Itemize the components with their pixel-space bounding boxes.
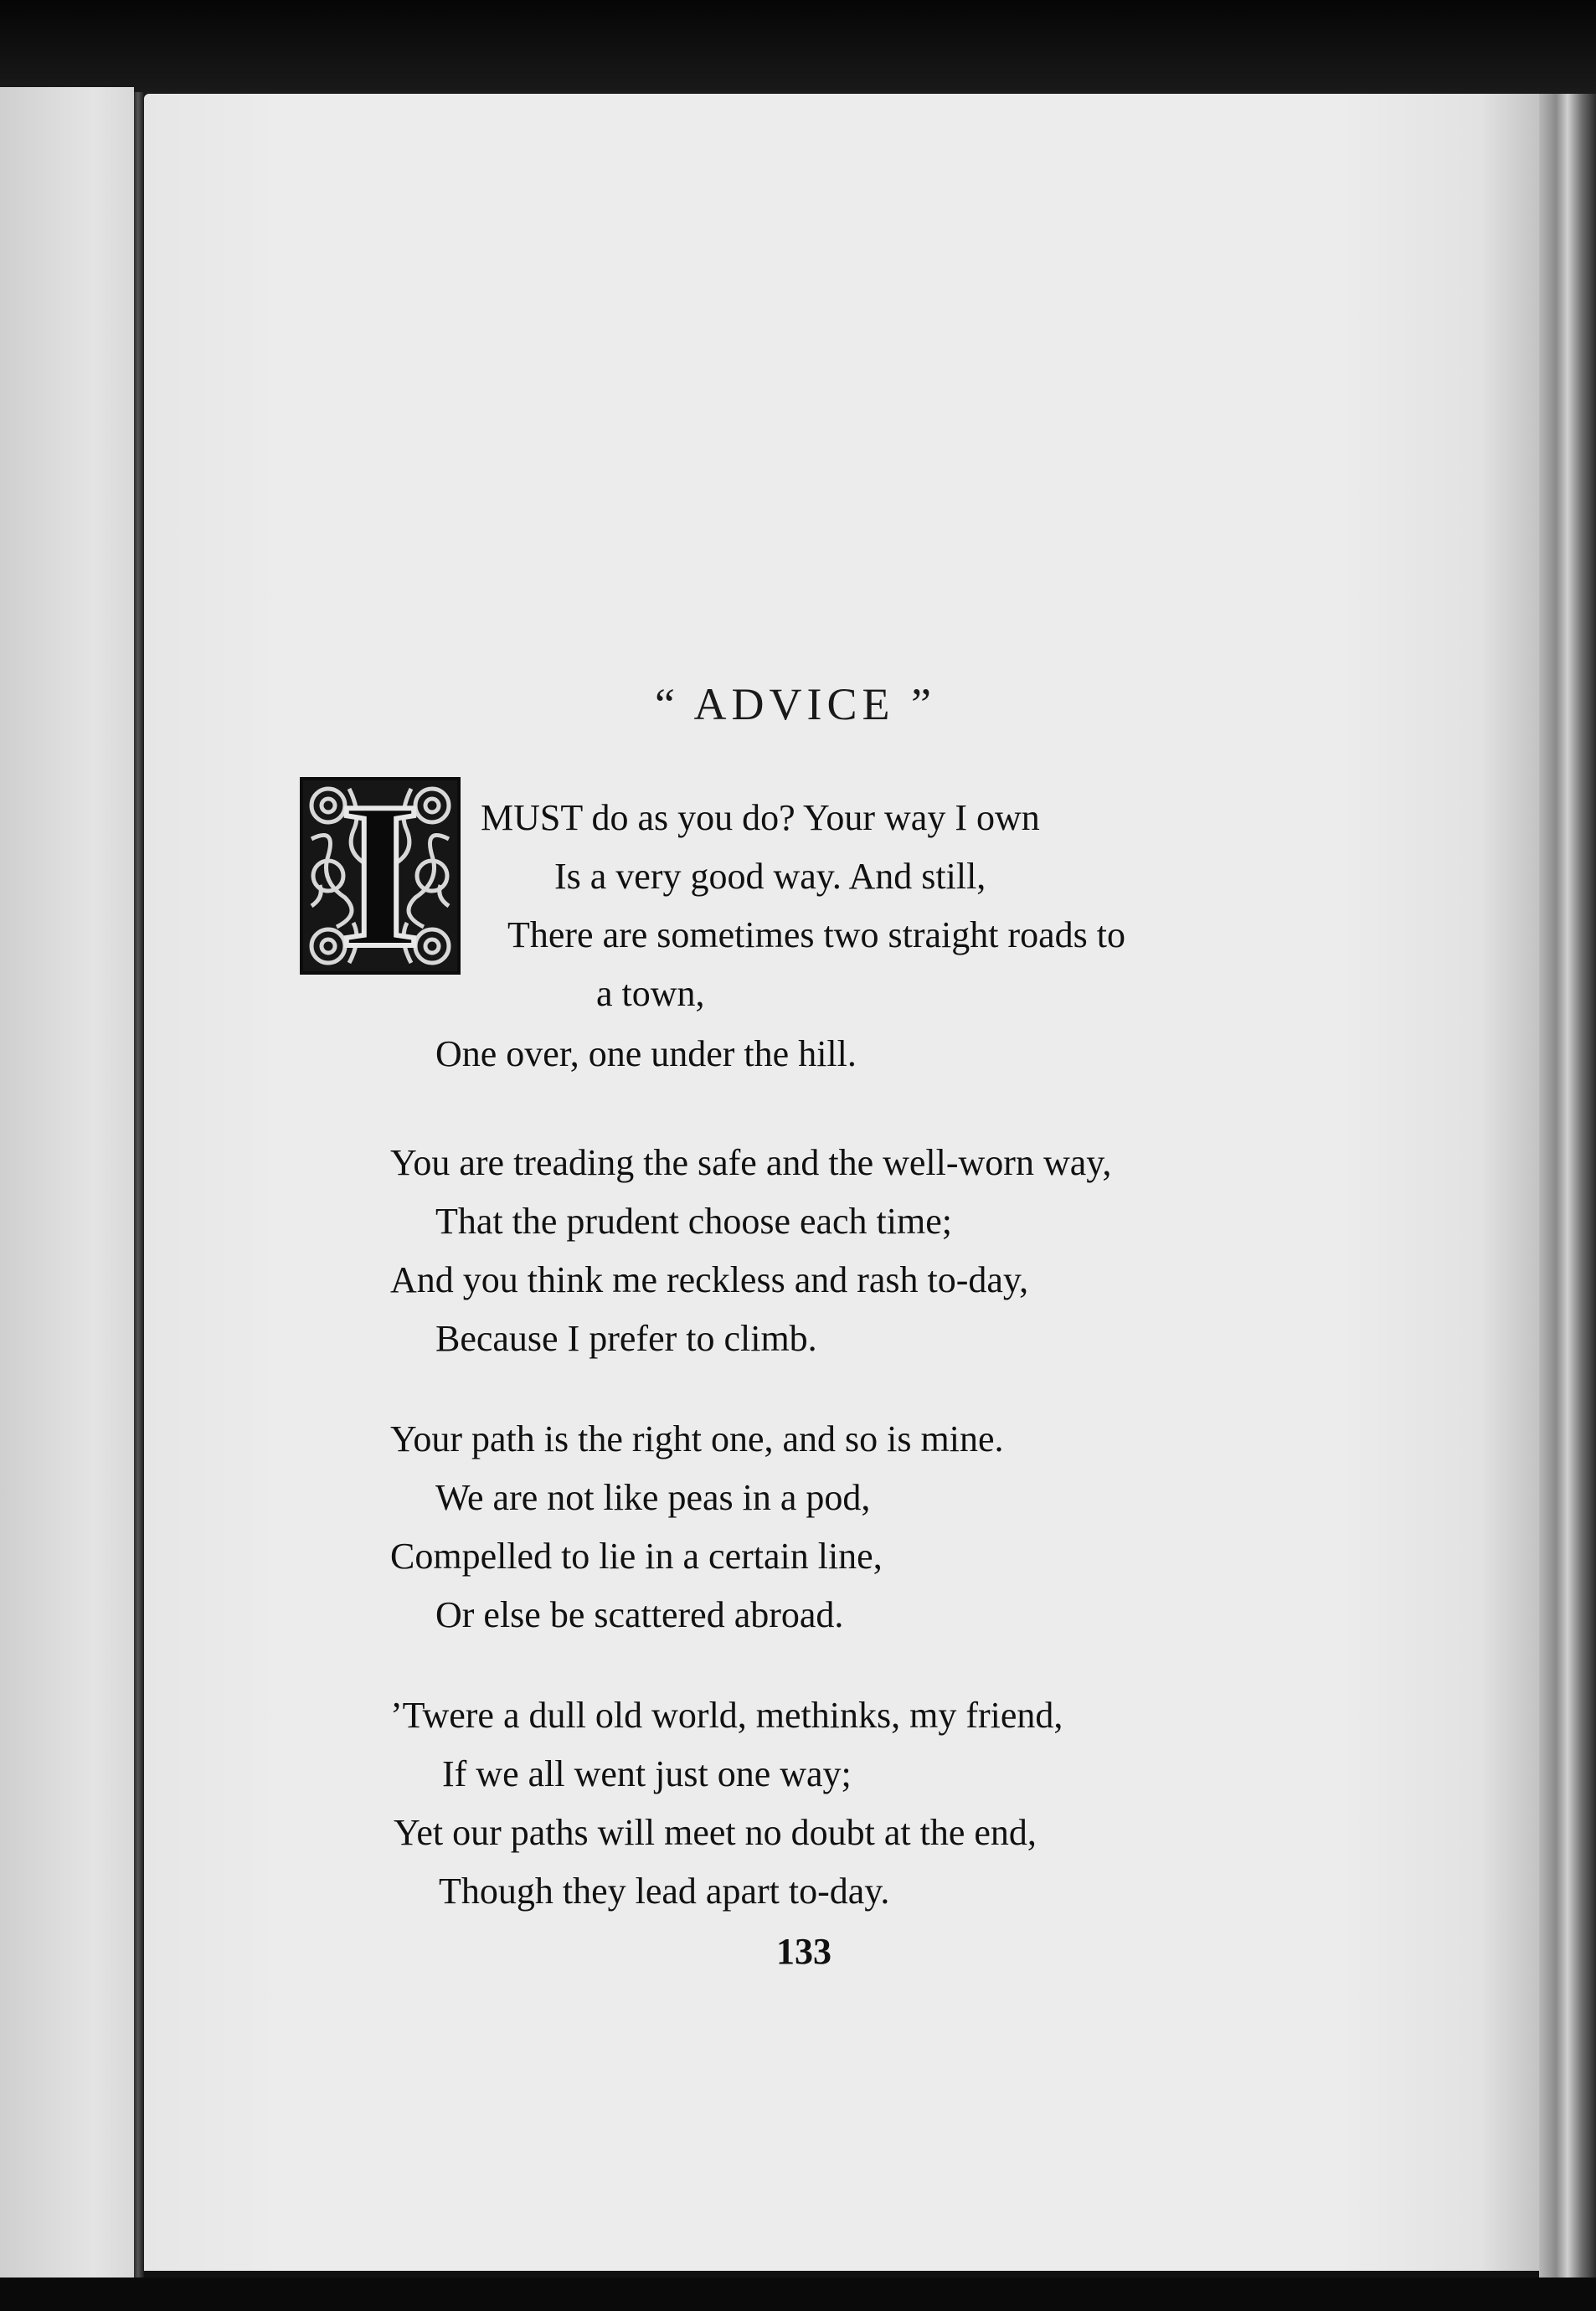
page-stack-edge [1539, 94, 1596, 2288]
page-number: 133 [776, 1931, 831, 1972]
poem-title: “ ADVICE ” [655, 679, 936, 729]
poem-line: Because I prefer to climb. [435, 1318, 817, 1359]
scan-top-edge [0, 0, 1596, 94]
poem-line: One over, one under the hill. [435, 1033, 857, 1074]
poem-line: Is a very good way. And still, [554, 856, 986, 897]
poem-line: Yet our paths will meet no doubt at the end, [394, 1812, 1037, 1853]
poem-line: MUST do as you do? Your way I own [481, 797, 1040, 838]
poem-line: And you think me reckless and rash to-day, [390, 1259, 1029, 1300]
poem-line: That the prudent choose each time; [435, 1201, 952, 1242]
poem-line: We are not like peas in a pod, [435, 1477, 871, 1518]
poem-line: Your path is the right one, and so is mine. [390, 1418, 1004, 1459]
poem-line: You are treading the safe and the well-worn way, [390, 1142, 1112, 1183]
poem-line: Though they lead apart to-day. [439, 1871, 890, 1912]
ornamental-drop-cap [300, 777, 461, 975]
book-gutter [134, 92, 144, 2286]
poem-line: There are sometimes two straight roads to [507, 914, 1126, 955]
poem-line: ’Twere a dull old world, methinks, my friend, [390, 1695, 1063, 1736]
poem-line: Or else be scattered abroad. [435, 1594, 844, 1635]
scan-bottom-edge [0, 2278, 1596, 2311]
facing-page-edge [0, 87, 134, 2298]
poem-line: Compelled to lie in a certain line, [390, 1536, 883, 1577]
poem-line: a town, [596, 973, 705, 1014]
drop-cap-letter: I [339, 777, 421, 975]
poem-line: If we all went just one way; [442, 1753, 852, 1794]
